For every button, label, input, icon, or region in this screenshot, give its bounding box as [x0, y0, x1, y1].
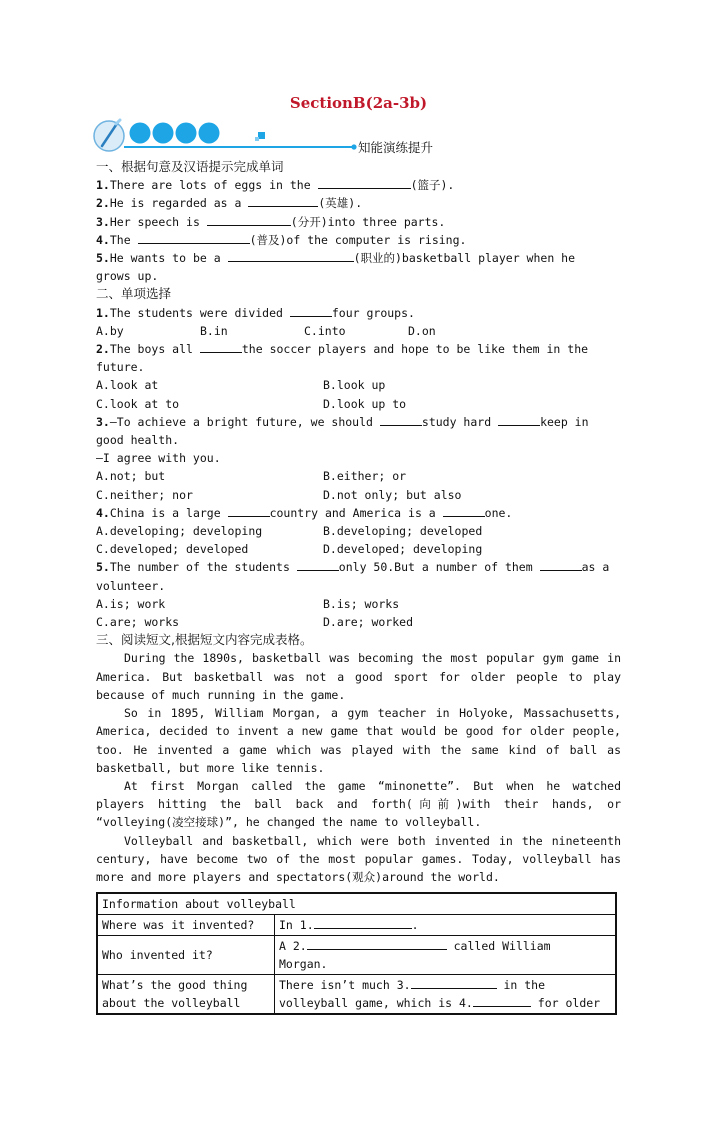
reading-paragraph-4: Volleyball and basketball, which were both invented in the nineteenth century, have become two of the most popular games. Today, volleyball has more and more players and spectators(观众)around the world. [96, 833, 621, 884]
item-hint: (普及) [249, 232, 287, 247]
option-d[interactable]: D.not only; but also [323, 487, 462, 502]
question-text: as a [581, 560, 610, 575]
question-text: China is a large [109, 505, 228, 520]
option-d[interactable]: D.are; worked [323, 615, 414, 630]
answer-cont: volleyball game, which is 4. [279, 996, 473, 1011]
question-5-options-row1 [96, 595, 621, 613]
answer-blank[interactable] [318, 176, 411, 189]
item-number: 5. [96, 251, 110, 266]
answer-blank[interactable] [207, 213, 291, 226]
table-answer [275, 975, 617, 1015]
item-text: Her speech is [109, 214, 207, 229]
option-c[interactable]: C.developed; developed [96, 542, 249, 557]
item-number: 1. [96, 178, 110, 193]
table-question [97, 975, 275, 1015]
volleyball-info-table [96, 892, 617, 1015]
answer-blank[interactable] [443, 504, 485, 517]
option-a[interactable]: A.is; work [96, 596, 166, 611]
question-text: the soccer players and hope to be like them in the [241, 342, 589, 357]
option-d[interactable]: D.developed; developing [323, 542, 483, 557]
part1-item-1 [96, 176, 621, 194]
question-text: only 50.But a number of them [338, 560, 540, 575]
question-2-options-row2 [96, 395, 621, 413]
answer-prefix: In 1. [279, 918, 314, 933]
item-text: The [109, 232, 138, 247]
item-text: He wants to be a [109, 251, 228, 266]
option-b[interactable]: B.either; or [323, 469, 407, 484]
part1-heading: 一、根据句意及汉语提示完成单词 [96, 159, 284, 174]
answer-suffix: for older [530, 996, 601, 1011]
question-3 [96, 413, 621, 431]
item-hint: (英雄). [318, 196, 363, 211]
question-5 [96, 558, 621, 576]
part3-heading: 三、阅读短文,根据短文内容完成表格。 [96, 632, 313, 648]
answer-blank[interactable] [498, 413, 540, 426]
question-number: 5. [96, 560, 110, 575]
question-5-options-row2 [96, 613, 621, 631]
reading-paragraph-2: So in 1895, William Morgan, a gym teacher in Holyoke, Massachusetts, America, decided to invent a new game that would be good for older people, too. He invented a game which was played with the same kind of ball as basketball, but more like tennis. [96, 706, 621, 775]
table-header: Information about volleyball [97, 893, 616, 915]
answer-prefix: There isn’t much 3. [279, 978, 411, 993]
answer-blank[interactable] [307, 937, 447, 950]
question-number: 3. [96, 414, 110, 429]
table-row [97, 936, 616, 975]
answer-prefix: A 2. [279, 939, 307, 954]
question-text: The number of the students [109, 560, 297, 575]
answer-suffix: . [411, 918, 419, 933]
worksheet-page [96, 92, 621, 1015]
question-text: —To achieve a bright future, we should [109, 414, 380, 429]
option-d[interactable]: D.look up to [323, 396, 407, 411]
question-3-options-row1 [96, 467, 621, 485]
question-text: country and America is a [269, 505, 443, 520]
question-2-options-row1 [96, 376, 621, 394]
question-number: 4. [96, 505, 110, 520]
table-row [97, 915, 616, 936]
question-3-options-row2 [96, 486, 621, 504]
question-3-reply: —I agree with you. [96, 451, 221, 466]
answer-blank[interactable] [540, 558, 582, 571]
item-text-after: into three parts. [327, 214, 446, 229]
answer-blank[interactable] [380, 413, 422, 426]
answer-blank[interactable] [228, 504, 270, 517]
part1-item-3 [96, 213, 621, 231]
question-text: four groups. [331, 305, 415, 320]
part1-item-4 [96, 231, 621, 249]
answer-blank[interactable] [314, 916, 412, 929]
question-text: one. [484, 505, 513, 520]
option-a[interactable]: A.look at [96, 378, 159, 393]
answer-blank[interactable] [411, 976, 497, 989]
answer-suffix: in the [496, 978, 546, 993]
table-question: Who invented it? [97, 936, 275, 975]
option-b[interactable]: B.look up [323, 378, 386, 393]
option-b[interactable]: B.in [200, 323, 228, 338]
item-number: 2. [96, 196, 110, 211]
item-hint: (篮子). [410, 178, 455, 193]
table-question: Where was it invented? [97, 915, 275, 936]
item-hint: (分开) [290, 214, 328, 229]
item-number: 3. [96, 214, 110, 229]
answer-blank[interactable] [248, 194, 318, 207]
option-d[interactable]: D.on [408, 323, 436, 338]
answer-blank[interactable] [228, 249, 354, 262]
item-number: 4. [96, 232, 110, 247]
question-4-options-row1 [96, 522, 621, 540]
question-line: What’s the good thing [102, 978, 248, 993]
option-a[interactable]: A.developing; developing [96, 524, 263, 539]
reading-paragraph-1: During the 1890s, basketball was becoming the most popular gym game in America. But basketball was not a good sport for older people to play because of much running in the game. [96, 651, 621, 702]
item-text: There are lots of eggs in the [109, 178, 318, 193]
item-text: He is regarded as a [109, 196, 249, 211]
option-c[interactable]: C.neither; nor [96, 487, 193, 502]
reading-paragraph-3: At first Morgan called the game “minonette”. But when he watched players hitting the ball back and forth(向前)with their hands, or “volleying(凌空接球)”, he changed the name to volleyball. [96, 778, 621, 830]
answer-blank[interactable] [200, 340, 242, 353]
question-1-options [96, 322, 621, 340]
option-c[interactable]: C.into [304, 323, 346, 338]
question-number: 2. [96, 342, 110, 357]
option-c[interactable]: C.are; works [96, 615, 180, 630]
question-4-options-row2 [96, 540, 621, 558]
section-banner [96, 118, 621, 158]
item-text-after: of the computer is rising. [286, 232, 467, 247]
question-4 [96, 504, 621, 522]
question-number: 1. [96, 305, 110, 320]
question-text: study hard [421, 414, 499, 429]
question-line: about the volleyball [102, 996, 241, 1011]
option-b[interactable]: B.developing; developed [323, 524, 483, 539]
answer-cont: Morgan. [279, 957, 328, 972]
option-a[interactable]: A.by [96, 323, 124, 338]
table-answer [275, 915, 617, 936]
part2-heading: 二、单项选择 [96, 286, 172, 302]
item-hint: (职业的) [353, 251, 402, 266]
option-b[interactable]: B.is; works [323, 596, 400, 611]
question-3-cont: good health. [96, 433, 180, 448]
option-c[interactable]: C.look at to [96, 396, 180, 411]
question-text: The boys all [109, 342, 200, 357]
banner-label: 知能演练提升 [358, 140, 434, 155]
answer-blank[interactable] [297, 558, 339, 571]
answer-blank[interactable] [138, 231, 250, 244]
page-title: SectionB(2a-3b) [289, 94, 428, 112]
table-answer [275, 936, 617, 975]
question-text: keep in [540, 414, 589, 429]
part1-item-2 [96, 194, 621, 212]
answer-blank[interactable] [290, 304, 332, 317]
question-2-cont: future. [96, 360, 145, 375]
question-text: The students were divided [109, 305, 290, 320]
table-row [97, 975, 616, 1015]
question-2 [96, 340, 621, 358]
answer-blank[interactable] [473, 994, 531, 1007]
question-1 [96, 304, 621, 322]
answer-suffix: called William [446, 939, 551, 954]
question-5-cont: volunteer. [96, 578, 166, 593]
table-header-row [97, 893, 616, 915]
part1-item-5-cont: grows up. [96, 269, 159, 284]
option-a[interactable]: A.not; but [96, 469, 166, 484]
item-text-after: basketball player when he [401, 251, 576, 266]
part1-item-5 [96, 249, 621, 267]
